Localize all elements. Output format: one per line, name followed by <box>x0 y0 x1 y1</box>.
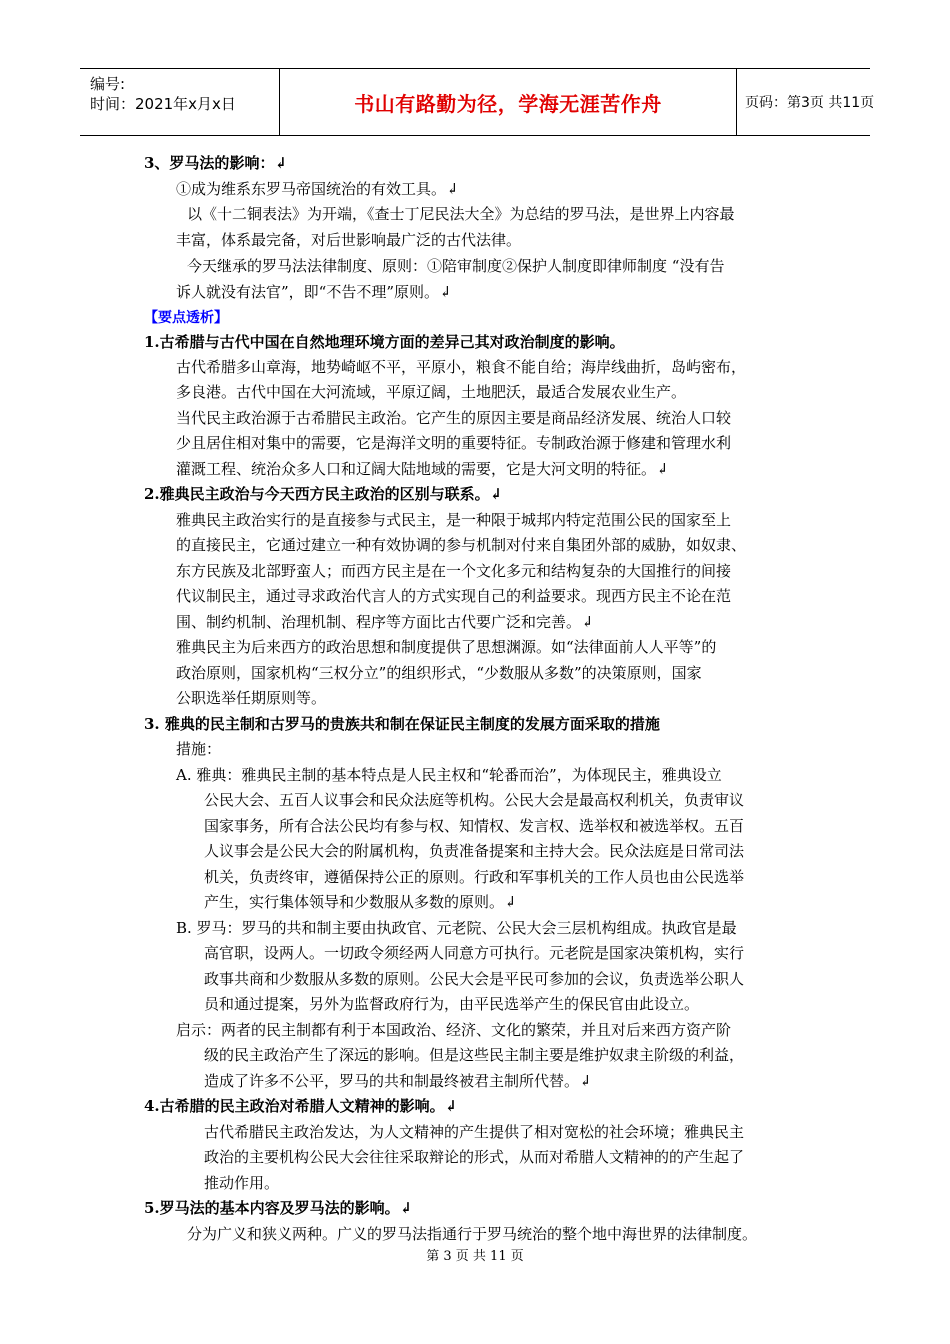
number-label: 编号: <box>90 75 126 93</box>
paragraph-line: 东方民族及北部野蛮人；而西方民主是在一个文化多元和结构复杂的大国推行的间接 <box>176 562 732 580</box>
section-heading: 4.古希腊的民主政治对希腊人文精神的影响。↲ <box>144 1097 458 1115</box>
paragraph-line: 今天继承的罗马法法律制度、原则：①陪审制度②保护人制度即律师制度 “没有告 <box>187 257 725 275</box>
paragraph-line: 丰富，体系最完备，对后世影响最广泛的古代法律。 <box>176 231 522 249</box>
paragraph-line: B. 罗马：罗马的共和制主要由执政官、元老院、公民大会三层机构组成。执政官是最 <box>176 919 737 937</box>
paragraph-line: 以《十二铜表法》为开端，《查士丁尼民法大全》为总结的罗马法，是世界上内容最 <box>187 205 735 223</box>
section-heading: 2.雅典民主政治与今天西方民主政治的区别与联系。↲ <box>144 485 503 503</box>
paragraph-line: 古代希腊多山章海，地势崎岖不平，平原小，粮食不能自给；海岸线曲折，岛屿密布， <box>176 358 747 376</box>
paragraph-line: 员和通过提案，另外为监督政府行为，由平民选举产生的保民官由此设立。 <box>204 995 700 1013</box>
paragraph-line: 公职选举任期原则等。 <box>176 689 327 707</box>
paragraph-line: 造成了许多不公平，罗马的共和制最终被君主制所代替。↲ <box>204 1072 592 1090</box>
paragraph-line: 当代民主政治源于古希腊民主政治。它产生的原因主要是商品经济发展、统治人口较 <box>176 409 732 427</box>
paragraph-line: 机关，负责终审，遵循保持公正的原则。行政和军事机关的工作人员也由公民选举 <box>204 868 745 886</box>
page-info: 页码：第3页 共11页 <box>745 95 875 111</box>
section-heading: 3. 雅典的民主制和古罗马的贵族共和制在保证民主制度的发展方面采取的措施 <box>144 715 660 733</box>
paragraph-line: 公民大会、五百人议事会和民众法庭等机构。公民大会是最高权利机关，负责审议 <box>204 791 745 809</box>
paragraph-line: 政治的主要机构公民大会往往采取辩论的形式，从而对希腊人文精神的的产生起了 <box>204 1148 745 1166</box>
paragraph-line: 国家事务，所有合法公民均有参与权、知情权、发言权、选举权和被选举权。五百 <box>204 817 745 835</box>
paragraph-line: ①成为维系东罗马帝国统治的有效工具。↲ <box>176 180 459 198</box>
section-heading: 3、罗马法的影响：↲ <box>144 154 288 172</box>
paragraph-line: 政治原则，国家机构“三权分立”的组织形式，“少数服从多数”的决策原则，国家 <box>176 664 702 682</box>
keypoint-heading: 【要点透析】 <box>144 310 228 326</box>
paragraph-line: 雅典民主政治实行的是直接参与式民主，是一种限于城邦内特定范围公民的国家至上 <box>176 511 732 529</box>
paragraph-line: 高官职，设两人。一切政令须经两人同意方可执行。元老院是国家决策机构，实行 <box>204 944 745 962</box>
motto: 书山有路勤为径，学海无涯苦作舟 <box>279 69 737 135</box>
paragraph-line: 启示：两者的民主制都有利于本国政治、经济、文化的繁荣，并且对后来西方资产阶 <box>176 1021 732 1039</box>
paragraph-line: 诉人就没有法官”，即“不告不理”原则。↲ <box>176 283 452 301</box>
page-footer: 第 3 页 共 11 页 <box>426 1249 524 1264</box>
paragraph-line: 产生，实行集体领导和少数服从多数的原则。↲ <box>204 893 517 911</box>
paragraph-line: 灌溉工程、统治众多人口和辽阔大陆地域的需要，它是大河文明的特征。↲ <box>176 460 669 478</box>
paragraph-line: 代议制民主，通过寻求政治代言人的方式实现自己的利益要求。现西方民主不论在范 <box>176 587 732 605</box>
paragraph-line: 措施： <box>176 740 222 758</box>
paragraph-line: 推动作用。 <box>204 1174 280 1192</box>
paragraph-line: 级的民主政治产生了深远的影响。但是这些民主制主要是维护奴隶主阶级的利益， <box>204 1046 745 1064</box>
paragraph-line: 的直接民主，它通过建立一种有效协调的参与机制对付来自集团外部的威胁，如奴隶、 <box>176 536 747 554</box>
paragraph-line: A. 雅典：雅典民主制的基本特点是人民主权和“轮番而治”，为体现民主，雅典设立 <box>176 766 722 784</box>
paragraph-line: 雅典民主为后来西方的政治思想和制度提供了思想渊源。如“法律面前人人平等”的 <box>176 638 717 656</box>
paragraph-line: 少且居住相对集中的需要，它是海洋文明的重要特征。专制政治源于修建和管理水利 <box>176 434 732 452</box>
time-label: 时间：2021年x月x日 <box>90 95 236 113</box>
section-heading: 5.罗马法的基本内容及罗马法的影响。↲ <box>144 1199 413 1217</box>
paragraph-line: 人议事会是公民大会的附属机构，负责准备提案和主持大会。民众法庭是日常司法 <box>204 842 745 860</box>
paragraph-line: 古代希腊民主政治发达，为人文精神的产生提供了相对宽松的社会环境；雅典民主 <box>204 1123 745 1141</box>
header-meta-cell <box>80 69 279 135</box>
paragraph-line: 分为广义和狭义两种。广义的罗马法指通行于罗马统治的整个地中海世界的法律制度。 <box>187 1225 758 1243</box>
paragraph-line: 围、制约机制、治理机制、程序等方面比古代要广泛和完善。↲ <box>176 613 594 631</box>
section-heading: 1.古希腊与古代中国在自然地理环境方面的差异己其对政治制度的影响。 <box>144 333 625 351</box>
page-header <box>80 68 875 136</box>
paragraph-line: 多良港。古代中国在大河流域，平原辽阔，土地肥沃，最适合发展农业生产。 <box>176 383 687 401</box>
paragraph-line: 政事共商和少数服从多数的原则。公民大会是平民可参加的会议，负责选举公职人 <box>204 970 745 988</box>
